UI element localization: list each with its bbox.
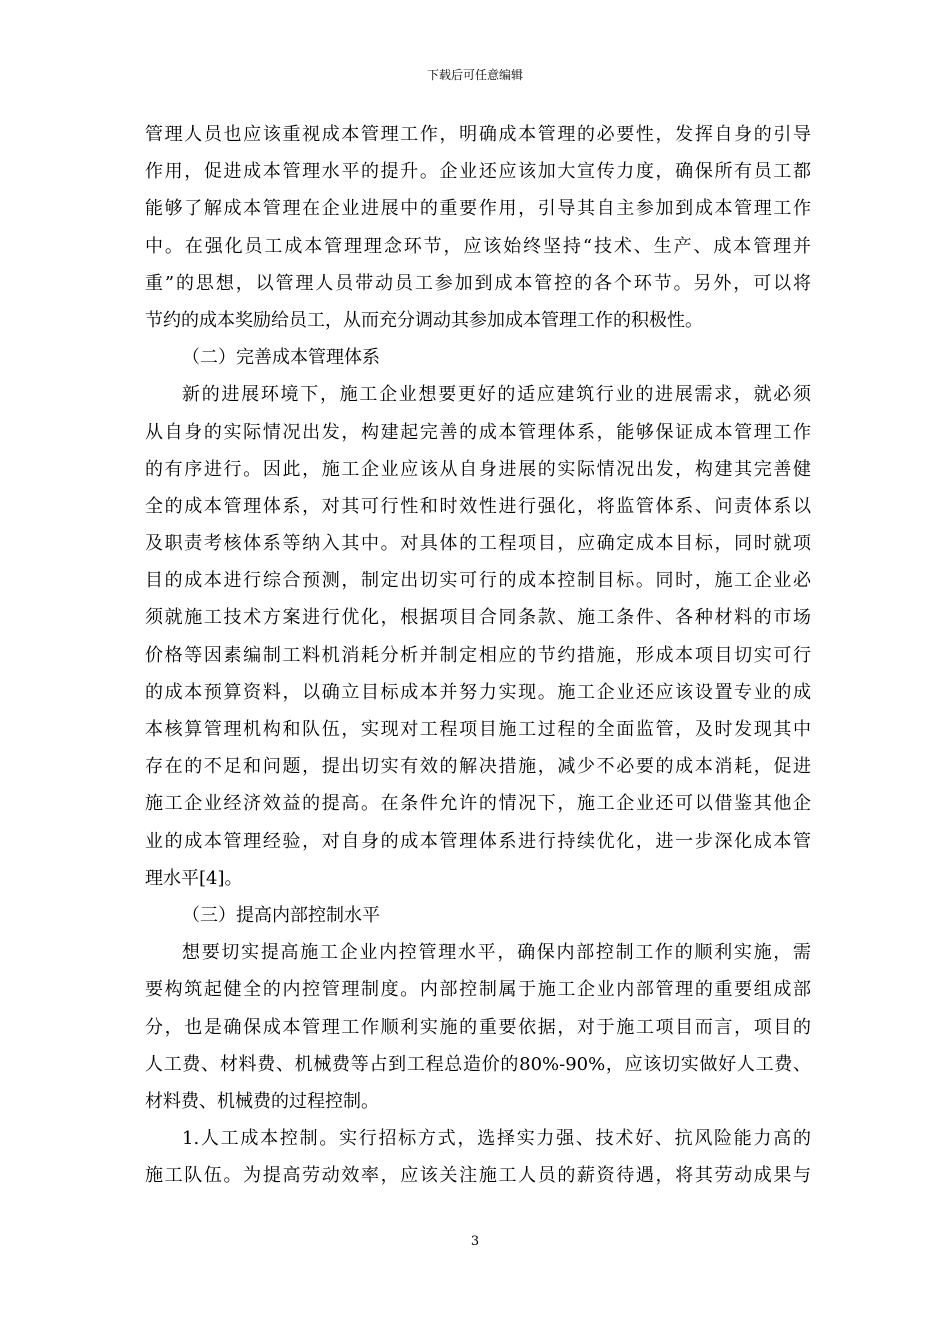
page-header: 下载后可任意编辑 bbox=[426, 68, 523, 82]
paragraph-line: 从自身的实际情况出发，构建起完善的成本管理体系，能够保证成本管理工作 bbox=[145, 421, 811, 443]
paragraph-line: 想要切实提高施工企业内控管理水平，确保内部控制工作的顺利实施，需 bbox=[182, 942, 811, 964]
paragraph-line: 全的成本管理体系，对其可行性和时效性进行强化，将监管体系、问责体系以 bbox=[145, 495, 811, 517]
paragraph-line: 人工费、材料费、机械费等占到工程总造价的80%-90%，应该切实做好人工费、 bbox=[145, 1053, 811, 1075]
page-number: 3 bbox=[470, 1234, 480, 1249]
paragraph-line: 的有序进行。因此，施工企业应该从自身进展的实际情况出发，构建其完善健 bbox=[145, 458, 811, 480]
paragraph-line: 重”的思想，以管理人员带动员工参加到成本管控的各个环节。另外，可以将 bbox=[145, 272, 811, 294]
paragraph-line: 分，也是确保成本管理工作顺利实施的重要依据，对于施工项目而言，项目的 bbox=[145, 1016, 811, 1038]
paragraph-line: 能够了解成本管理在企业进展中的重要作用，引导其自主参加到成本管理工作 bbox=[145, 198, 811, 220]
paragraph-line: 的成本预算资料，以确立目标成本并努力实现。施工企业还应该设置专业的成 bbox=[145, 681, 811, 703]
paragraph-line: 新的进展环境下，施工企业想要更好的适应建筑行业的进展需求，就必须 bbox=[182, 384, 811, 406]
paragraph-line: 作用，促进成本管理水平的提升。企业还应该加大宣传力度，确保所有员工都 bbox=[145, 161, 811, 183]
section-heading: （三）提高内部控制水平 bbox=[182, 904, 380, 926]
paragraph-line: 价格等因素编制工料机消耗分析并制定相应的节约措施，形成本项目切实可行 bbox=[145, 644, 811, 666]
paragraph-line: 业的成本管理经验，对自身的成本管理体系进行持续优化，进一步深化成本管 bbox=[145, 830, 811, 852]
paragraph-line: 目的成本进行综合预测，制定出切实可行的成本控制目标。同时，施工企业必 bbox=[145, 570, 811, 592]
document-body bbox=[145, 116, 811, 1194]
paragraph-line: 节约的成本奖励给员工，从而充分调动其参加成本管理工作的积极性。 bbox=[145, 309, 703, 331]
paragraph-line: 施工队伍。为提高劳动效率，应该关注施工人员的薪资待遇，将其劳动成果与 bbox=[145, 1165, 811, 1187]
paragraph-line: 本核算管理机构和队伍，实现对工程项目施工过程的全面监管，及时发现其中 bbox=[145, 719, 811, 740]
paragraph-line: 存在的不足和问题，提出切实有效的解决措施，减少不必要的成本消耗，促进 bbox=[145, 756, 811, 778]
paragraph-line: 及职责考核体系等纳入其中。对具体的工程项目，应确定成本目标，同时就项 bbox=[145, 533, 811, 555]
paragraph-line: 须就施工技术方案进行优化，根据项目合同条款、施工条件、各种材料的市场 bbox=[145, 607, 811, 629]
paragraph-line: 要构筑起健全的内控管理制度。内部控制属于施工企业内部管理的重要组成部 bbox=[145, 979, 811, 1001]
section-heading: （二）完善成本管理体系 bbox=[182, 347, 380, 369]
paragraph-line: 施工企业经济效益的提高。在条件允许的情况下，施工企业还可以借鉴其他企 bbox=[145, 793, 811, 815]
paragraph-line: 中。在强化员工成本管理理念环节，应该始终坚持“技术、生产、成本管理并 bbox=[145, 235, 811, 257]
paragraph-line: 材料费、机械费的过程控制。 bbox=[145, 1090, 379, 1112]
paragraph-line: 理水平[4]。 bbox=[145, 867, 243, 889]
paragraph-line: 管理人员也应该重视成本管理工作，明确成本管理的必要性，发挥自身的引导 bbox=[145, 124, 811, 145]
paragraph-line: 1.人工成本控制。实行招标方式，选择实力强、技术好、抗风险能力高的 bbox=[182, 1128, 811, 1150]
